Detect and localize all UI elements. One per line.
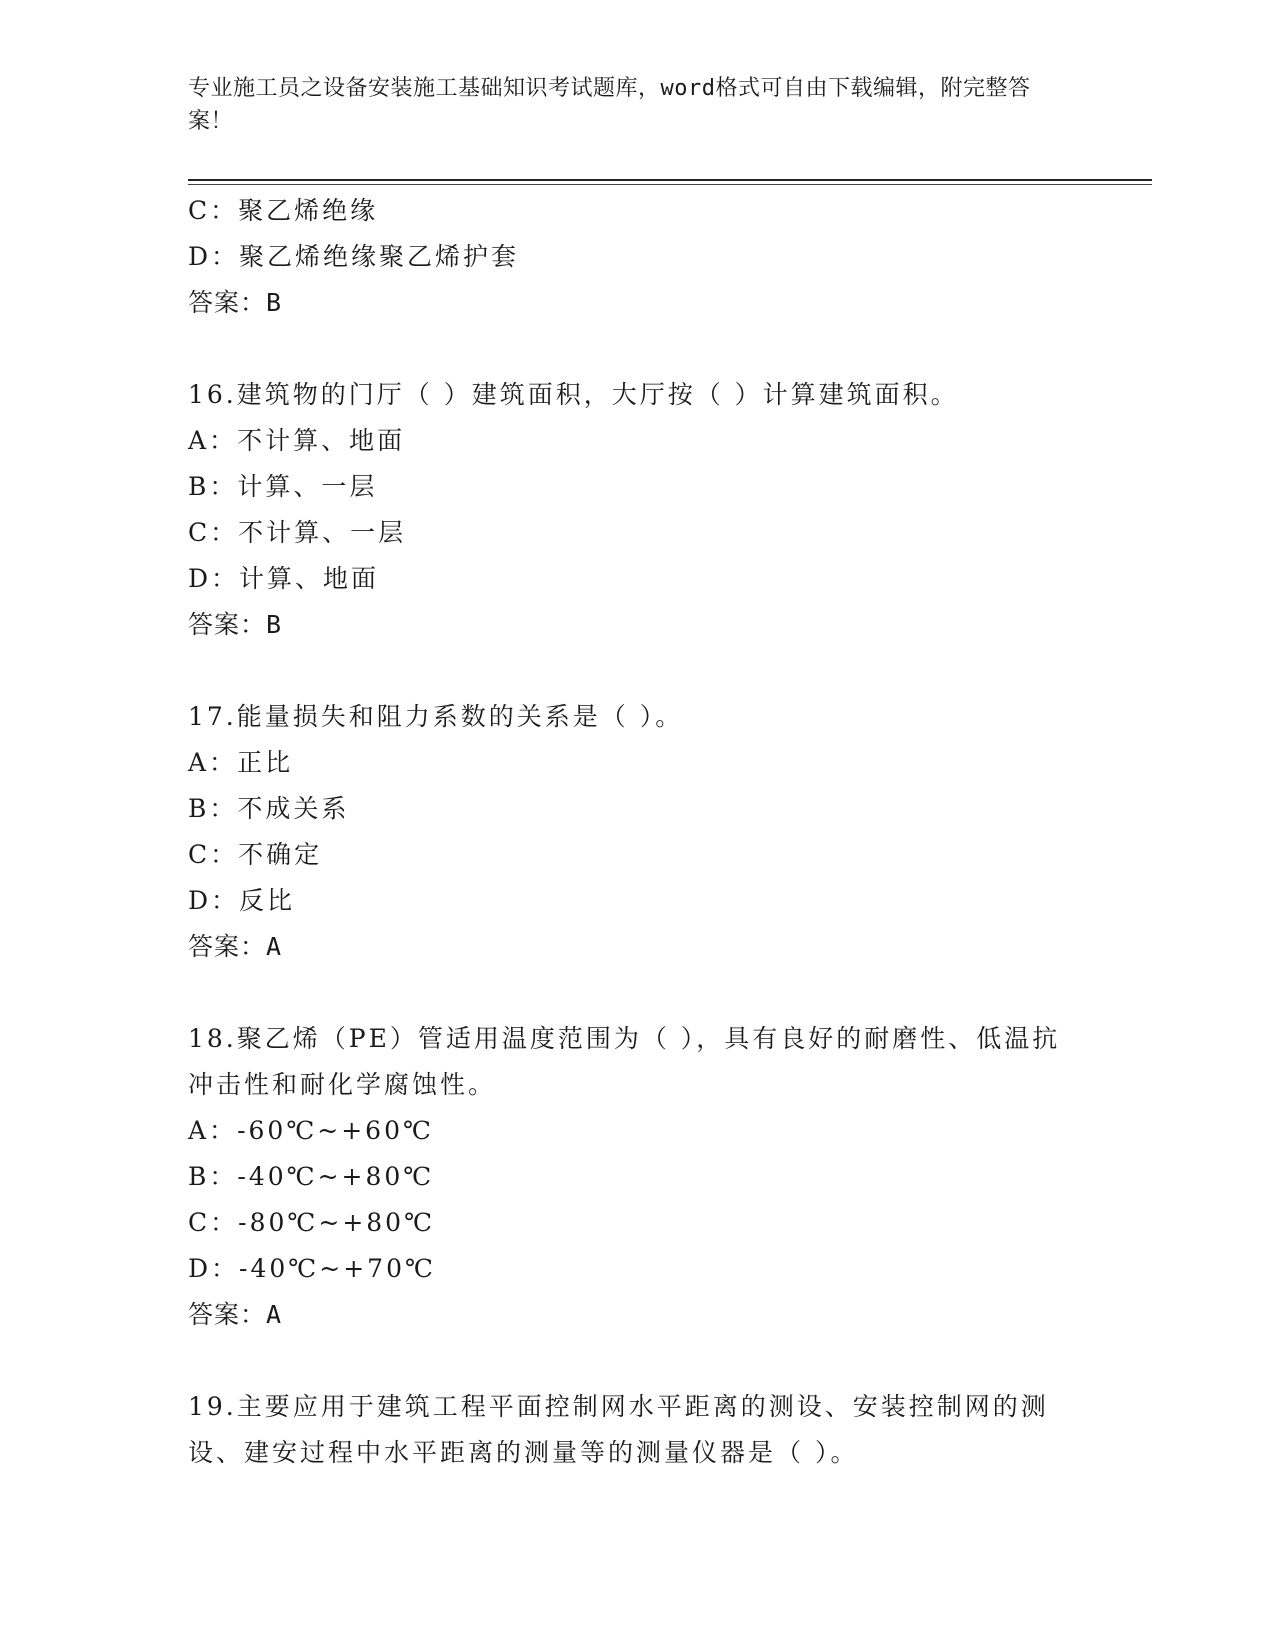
question-stem: 17.能量损失和阻力系数的关系是（ ）。 (188, 702, 684, 731)
answer-line: 答案：A (188, 932, 283, 961)
header-divider-thick (188, 179, 1152, 181)
option-a: A：正比 (188, 748, 294, 777)
header-divider-thin (188, 184, 1152, 185)
answer-line: 答案：B (188, 610, 283, 639)
question-stem: 16.建筑物的门厅（ ）建筑面积，大厅按（ ）计算建筑面积。 (188, 380, 959, 409)
spacer (188, 648, 1088, 694)
option-d: D：-40℃~+70℃ (188, 1254, 436, 1283)
spacer (188, 326, 1088, 372)
question-stem: 19.主要应用于建筑工程平面控制网水平距离的测设、安装控制网的测设、建安过程中水平距离的测量等的测量仪器是（ ）。 (188, 1392, 1049, 1467)
question-18 (188, 1016, 1088, 1338)
option-c: C：-80℃~+80℃ (188, 1208, 436, 1237)
option-d: D：反比 (188, 886, 296, 915)
option-c: C：不计算、一层 (188, 518, 407, 547)
option-b: B：-40℃~+80℃ (188, 1162, 435, 1191)
spacer (188, 1338, 1088, 1384)
question-17 (188, 694, 1088, 970)
question-19 (188, 1384, 1088, 1476)
answer-line: 答案：A (188, 1300, 283, 1329)
option-a: A：不计算、地面 (188, 426, 406, 455)
question-list (188, 188, 1088, 1476)
option-b: B：计算、一层 (188, 472, 378, 501)
question-16 (188, 372, 1088, 648)
option-b: B：不成关系 (188, 794, 350, 823)
prev-question-continuation (188, 188, 1088, 326)
option-d: D：聚乙烯绝缘聚乙烯护套 (188, 242, 520, 271)
page-header: 专业施工员之设备安装施工基础知识考试题库，word格式可自由下载编辑，附完整答案！ (188, 76, 1031, 134)
question-stem: 18.聚乙烯（PE）管适用温度范围为（ ），具有良好的耐磨性、低温抗冲击性和耐化学腐蚀性。 (188, 1024, 1061, 1099)
option-a: A：-60℃~+60℃ (188, 1116, 434, 1145)
answer-line: 答案：B (188, 288, 283, 317)
option-c: C：不确定 (188, 840, 323, 869)
option-c: C：聚乙烯绝缘 (188, 196, 379, 225)
option-d: D：计算、地面 (188, 564, 380, 593)
spacer (188, 970, 1088, 1016)
